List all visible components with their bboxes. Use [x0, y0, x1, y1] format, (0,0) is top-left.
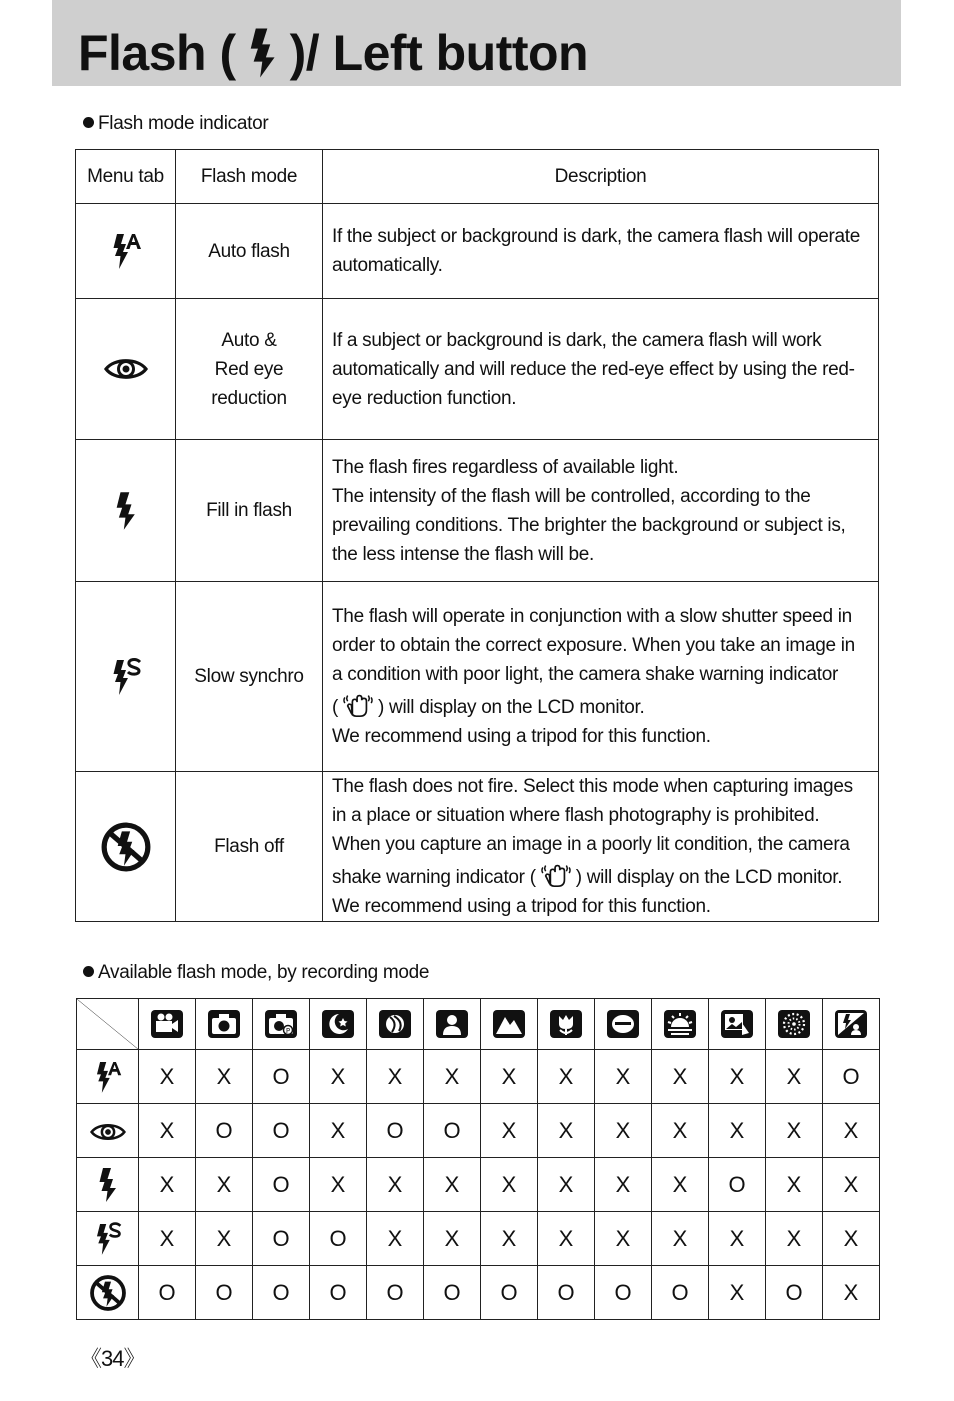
availability-cell: O: [367, 1266, 424, 1320]
availability-cell: X: [766, 1212, 823, 1266]
availability-cell: O: [538, 1266, 595, 1320]
section-heading-text: Available flash mode, by recording mode: [98, 962, 430, 983]
desc-line: We recommend using a tripod for this function.: [332, 896, 711, 917]
description-cell: [323, 440, 879, 582]
availability-cell: X: [652, 1158, 709, 1212]
night-mode-icon: [321, 1009, 355, 1039]
availability-cell: X: [709, 1212, 766, 1266]
row-header: [77, 1104, 139, 1158]
desc-line: The intensity of the flash will be controlled, according to the: [332, 485, 811, 507]
mode-name: Fill in flash: [206, 500, 292, 521]
bullet-icon: [83, 117, 94, 128]
column-header: [709, 999, 766, 1050]
flash-mode-cell: [176, 299, 323, 440]
desc-line: If the subject or background is dark, the camera flash will operate: [332, 226, 861, 247]
bullet-icon: [83, 966, 94, 977]
flash-mode-cell: [176, 582, 323, 772]
availability-cell: X: [652, 1212, 709, 1266]
menu-tab-cell: [76, 204, 176, 299]
desc-line: If a subject or background is dark, the camera flash will work: [332, 329, 822, 351]
desc-line: We recommend using a tripod for this function.: [332, 726, 711, 747]
landscape-mode-icon: [492, 1009, 526, 1039]
availability-table: [76, 998, 880, 1320]
availability-cell: X: [367, 1158, 424, 1212]
corner-cell: [77, 999, 139, 1050]
row-header: [77, 1212, 139, 1266]
desc-line: the less intense the flash will be.: [332, 543, 594, 565]
flash-mode-table: [75, 149, 879, 922]
table-row: [77, 1104, 880, 1158]
availability-cell: X: [766, 1050, 823, 1104]
availability-cell: O: [310, 1266, 367, 1320]
red-eye-icon: [104, 356, 148, 382]
column-header: [538, 999, 595, 1050]
availability-cell: X: [367, 1212, 424, 1266]
availability-cell: O: [253, 1158, 310, 1212]
flash-off-icon: [100, 821, 152, 873]
row-header: [77, 1266, 139, 1320]
desc-line: (: [332, 697, 339, 718]
availability-cell: X: [595, 1050, 652, 1104]
menu-tab-cell: [76, 772, 176, 922]
desc-line: The flash does not fire. Select this mode when capturing images: [332, 776, 853, 797]
row-header: [77, 1050, 139, 1104]
availability-cell: X: [652, 1104, 709, 1158]
column-header: Menu tab: [76, 150, 176, 204]
flash-mode-cell: [176, 440, 323, 582]
availability-cell: X: [481, 1050, 538, 1104]
availability-cell: X: [139, 1212, 196, 1266]
desc-line: eye reduction function.: [332, 387, 517, 409]
fill-flash-icon: [98, 1167, 118, 1203]
column-header: [139, 999, 196, 1050]
auto-flash-icon: [109, 231, 143, 271]
flash-off-icon: [89, 1274, 127, 1312]
description-cell: [323, 299, 879, 440]
table-row: [76, 772, 879, 922]
description-cell: [323, 204, 879, 299]
mode-name-line: reduction: [211, 387, 287, 409]
table-row: [77, 1158, 880, 1212]
shake-warning-icon: [340, 689, 376, 719]
availability-cell: O: [310, 1212, 367, 1266]
auto-flash-icon: [93, 1059, 123, 1095]
mode-name-line: Red eye: [214, 358, 284, 380]
column-header: [424, 999, 481, 1050]
title-prefix: Flash (: [78, 25, 236, 81]
availability-cell: X: [595, 1158, 652, 1212]
availability-cell: O: [253, 1050, 310, 1104]
availability-cell: X: [766, 1104, 823, 1158]
column-header: [823, 999, 880, 1050]
availability-cell: X: [823, 1104, 880, 1158]
page-number-right-mark: 》: [123, 1346, 145, 1371]
availability-cell: O: [367, 1104, 424, 1158]
availability-cell: X: [481, 1212, 538, 1266]
column-header: [595, 999, 652, 1050]
desc-line: a condition with poor light, the camera shake warning indicator: [332, 664, 839, 685]
column-header: [196, 999, 253, 1050]
table-header-row: [77, 999, 880, 1050]
desc-line: When you capture an image in a poorly lit condition, the camera: [332, 834, 850, 855]
availability-cell: X: [424, 1212, 481, 1266]
availability-cell: X: [196, 1212, 253, 1266]
availability-cell: X: [310, 1050, 367, 1104]
flash-mode-cell: [176, 204, 323, 299]
table-row: [76, 440, 879, 582]
backlight-mode-icon: [834, 1009, 868, 1039]
mode-name-line: Auto &: [221, 329, 277, 351]
slow-synchro-icon: [93, 1221, 123, 1257]
menu-tab-cell: [76, 299, 176, 440]
firework-mode-icon: [777, 1009, 811, 1039]
availability-cell: O: [424, 1266, 481, 1320]
availability-cell: O: [253, 1266, 310, 1320]
page-title: [78, 24, 588, 82]
page-number-left-mark: 《: [80, 1346, 102, 1371]
desc-line: automatically.: [332, 255, 443, 276]
desc-line: The flash fires regardless of available light.: [332, 456, 679, 478]
availability-cell: O: [823, 1050, 880, 1104]
page-number: [80, 1342, 145, 1373]
desc-line: ) will display on the LCD monitor.: [575, 867, 843, 888]
availability-cell: X: [139, 1050, 196, 1104]
availability-cell: X: [538, 1158, 595, 1212]
column-header: [481, 999, 538, 1050]
desc-line: shake warning indicator (: [332, 867, 536, 888]
flash-icon: [246, 27, 280, 79]
sunset-mode-icon: [663, 1009, 697, 1039]
desc-line: automatically and will reduce the red-eye effect by using the red-: [332, 358, 855, 380]
table-row: [77, 1212, 880, 1266]
table-row: [76, 582, 879, 772]
availability-cell: O: [139, 1266, 196, 1320]
availability-cell: X: [595, 1104, 652, 1158]
mode-name: Slow synchro: [194, 666, 304, 687]
column-header: [367, 999, 424, 1050]
macro-mode-icon: [549, 1009, 583, 1039]
movie-mode-icon: [150, 1009, 184, 1039]
slow-synchro-icon: [109, 657, 143, 697]
desc-line: The flash will operate in conjunction with a slow shutter speed in: [332, 606, 852, 627]
availability-cell: O: [595, 1266, 652, 1320]
program-mode-icon: [264, 1009, 298, 1039]
availability-cell: X: [595, 1212, 652, 1266]
portrait-mode-icon: [435, 1009, 469, 1039]
availability-cell: X: [709, 1266, 766, 1320]
mode-name: Auto flash: [208, 240, 290, 262]
availability-cell: X: [196, 1050, 253, 1104]
availability-cell: O: [709, 1158, 766, 1212]
availability-cell: X: [823, 1266, 880, 1320]
availability-cell: X: [196, 1158, 253, 1212]
desc-line: prevailing conditions. The brighter the background or subject is,: [332, 514, 846, 536]
availability-cell: X: [766, 1158, 823, 1212]
availability-cell: O: [766, 1266, 823, 1320]
table-header-row: [76, 150, 879, 204]
column-header: [652, 999, 709, 1050]
desc-line: ) will display on the LCD monitor.: [378, 697, 645, 718]
column-header: [766, 999, 823, 1050]
page-header: [52, 0, 901, 86]
availability-cell: X: [367, 1050, 424, 1104]
desc-line: order to obtain the correct exposure. When you take an image in: [332, 635, 855, 656]
availability-cell: X: [538, 1212, 595, 1266]
table-row: [77, 1266, 880, 1320]
sport-mode-icon: [378, 1009, 412, 1039]
availability-cell: O: [652, 1266, 709, 1320]
section-heading-text: Flash mode indicator: [98, 113, 269, 134]
availability-cell: X: [481, 1158, 538, 1212]
title-suffix: )/ Left button: [289, 25, 589, 81]
red-eye-icon: [90, 1121, 126, 1143]
table-row: [77, 1050, 880, 1104]
table-row: [76, 299, 879, 440]
desc-line: in a place or situation where flash photography is prohibited.: [332, 805, 820, 826]
section-heading-flash-mode: [83, 113, 268, 135]
availability-cell: O: [253, 1212, 310, 1266]
availability-cell: O: [253, 1104, 310, 1158]
availability-cell: X: [823, 1158, 880, 1212]
availability-cell: X: [823, 1212, 880, 1266]
row-header: [77, 1158, 139, 1212]
availability-cell: X: [424, 1050, 481, 1104]
menu-tab-cell: [76, 440, 176, 582]
column-header: Description: [323, 150, 879, 204]
availability-cell: O: [481, 1266, 538, 1320]
availability-cell: O: [196, 1266, 253, 1320]
description-cell: [323, 582, 879, 772]
auto-mode-icon: [207, 1009, 241, 1039]
availability-cell: O: [196, 1104, 253, 1158]
dawn-mode-icon: [720, 1009, 754, 1039]
text-mode-icon: [606, 1009, 640, 1039]
section-heading-availability: [83, 962, 429, 984]
shake-warning-icon: [538, 859, 574, 889]
column-header: [310, 999, 367, 1050]
fill-flash-icon: [115, 491, 137, 531]
availability-cell: O: [424, 1104, 481, 1158]
mode-name: Flash off: [214, 836, 284, 857]
availability-cell: X: [709, 1104, 766, 1158]
availability-cell: X: [310, 1158, 367, 1212]
page-number-value: 34: [101, 1346, 124, 1371]
availability-cell: X: [139, 1104, 196, 1158]
flash-mode-cell: [176, 772, 323, 922]
availability-cell: X: [709, 1050, 766, 1104]
menu-tab-cell: [76, 582, 176, 772]
column-header: [253, 999, 310, 1050]
column-header: Flash mode: [176, 150, 323, 204]
description-cell: [323, 772, 879, 922]
availability-cell: X: [538, 1050, 595, 1104]
availability-cell: X: [139, 1158, 196, 1212]
availability-cell: X: [538, 1104, 595, 1158]
availability-cell: X: [424, 1158, 481, 1212]
availability-cell: X: [481, 1104, 538, 1158]
availability-cell: X: [652, 1050, 709, 1104]
table-row: [76, 204, 879, 299]
availability-cell: X: [310, 1104, 367, 1158]
